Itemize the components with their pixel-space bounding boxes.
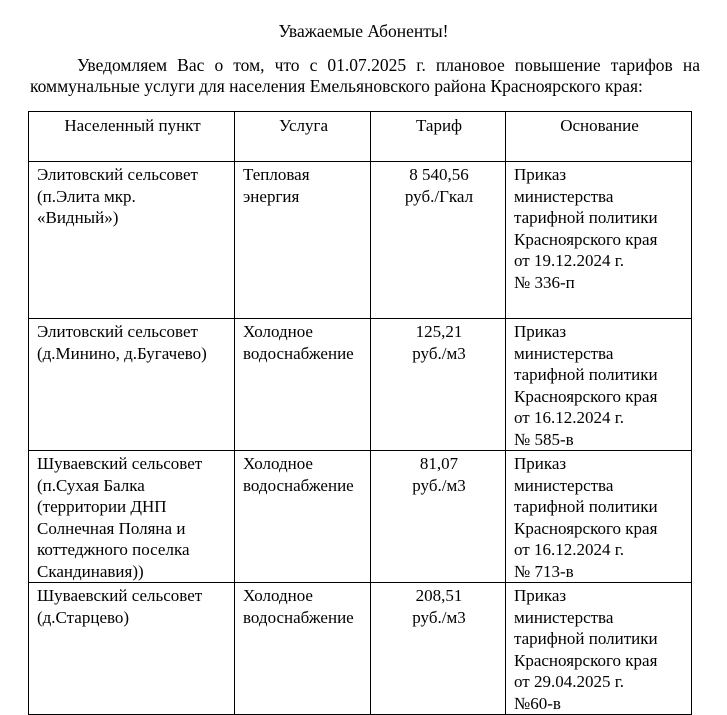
service-cell: Холодное водоснабжение: [235, 583, 371, 715]
column-header-tariff: Тариф: [371, 112, 506, 162]
intro-paragraph: Уведомляем Вас о том, что с 01.07.2025 г. плановое повышение тарифов на коммунальные услуги для населения Емельяновского района Красноярского края:: [30, 55, 700, 96]
table-row: [29, 162, 692, 319]
service-cell: Тепловая энергия: [235, 162, 371, 319]
service-cell: Холодное водоснабжение: [235, 319, 371, 451]
settlement-cell: Шуваевский сельсовет (п.Сухая Балка (территории ДНП Солнечная Поляна и коттеджного поселка Скандинавия)): [29, 451, 235, 583]
table-header-row: [29, 112, 692, 162]
column-header-basis: Основание: [506, 112, 692, 162]
greeting-heading: Уважаемые Абоненты!: [278, 21, 449, 41]
settlement-cell: Элитовский сельсовет (д.Минино, д.Бугачево): [29, 319, 235, 451]
column-header-settlement: Населенный пункт: [29, 112, 235, 162]
basis-cell: Приказ министерства тарифной политики Красноярского края от 29.04.2025 г. №60-в: [506, 583, 692, 715]
table-row: [29, 319, 692, 451]
settlement-cell: Шуваевский сельсовет (д.Старцево): [29, 583, 235, 715]
column-header-service: Услуга: [235, 112, 371, 162]
tariff-table: [28, 111, 692, 715]
basis-cell: Приказ министерства тарифной политики Красноярского края от 16.12.2024 г. № 713-в: [506, 451, 692, 583]
basis-cell: Приказ министерства тарифной политики Красноярского края от 19.12.2024 г. № 336-п: [506, 162, 692, 319]
tariff-cell: 81,07 руб./м3: [371, 451, 506, 583]
tariff-cell: 125,21 руб./м3: [371, 319, 506, 451]
settlement-cell: Элитовский сельсовет (п.Элита мкр. «Видный»): [29, 162, 235, 319]
table-row: [29, 583, 692, 715]
tariff-cell: 8 540,56 руб./Гкал: [371, 162, 506, 319]
tariff-cell: 208,51 руб./м3: [371, 583, 506, 715]
table-row: [29, 451, 692, 583]
basis-cell: Приказ министерства тарифной политики Красноярского края от 16.12.2024 г. № 585-в: [506, 319, 692, 451]
service-cell: Холодное водоснабжение: [235, 451, 371, 583]
